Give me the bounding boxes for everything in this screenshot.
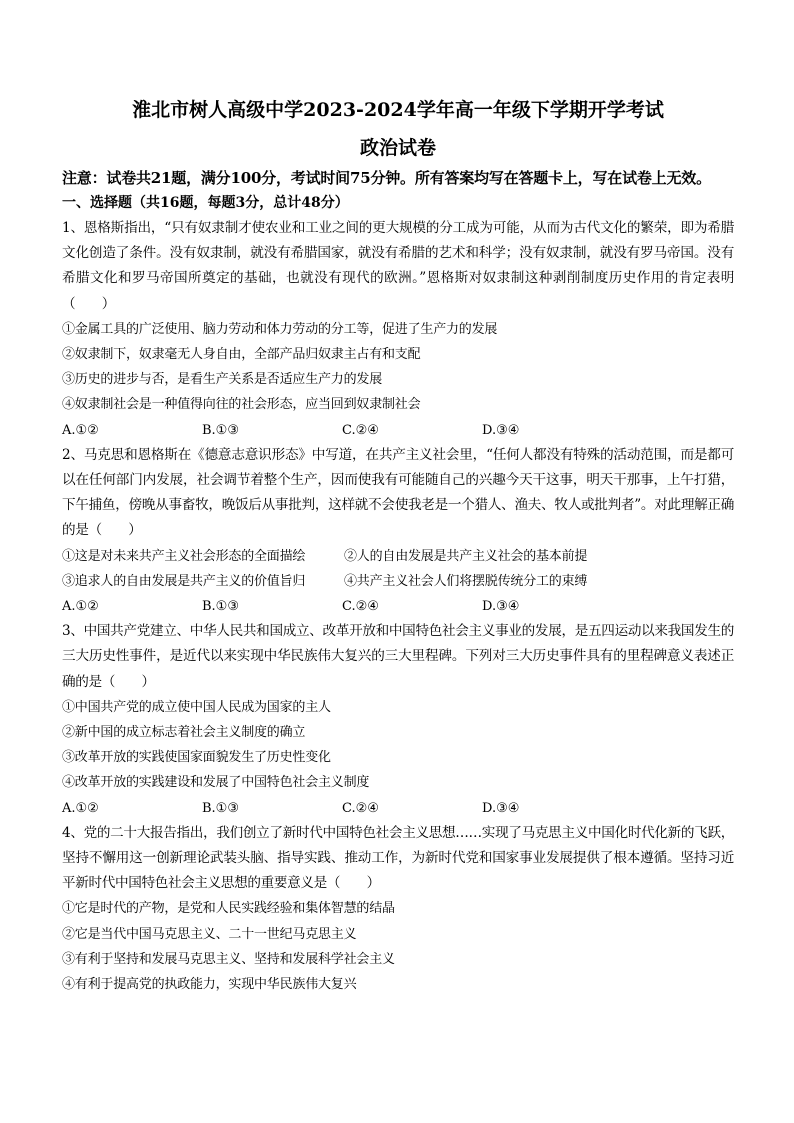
choice-c: C.②④ (342, 800, 379, 816)
statement-3: ③历史的进步与否，是看生产关系是否适应生产力的发展 (62, 372, 383, 388)
statement-1: ①这是对未来共产主义社会形态的全面描绘 (62, 548, 306, 564)
choice-d: D.③④ (482, 599, 520, 615)
exam-notice: 注意：试卷共21题，满分100分，考试时间75分钟。所有答案均写在答题卡上，写在试卷上无效。 (62, 169, 711, 187)
choice-b: B.①③ (202, 599, 239, 615)
choice-d: D.③④ (482, 422, 520, 438)
choice-a: A.①② (62, 422, 99, 438)
choice-b: B.①③ (202, 800, 239, 816)
statement-3: ③追求人的自由发展是共产主义的价值旨归 (62, 573, 306, 589)
question-4 (62, 821, 734, 997)
statement-3: ③改革开放的实践使国家面貌发生了历史性变化 (62, 750, 331, 766)
statement-4: ④改革开放的实践建设和发展了中国特色社会主义制度 (62, 775, 370, 791)
question-2 (62, 443, 734, 619)
statement-1: ①金属工具的广泛使用、脑力劳动和体力劳动的分工等，促进了生产力的发展 (62, 321, 498, 337)
page-subtitle: 政治试卷 (359, 137, 436, 159)
choice-b: B.①③ (202, 422, 239, 438)
choice-c: C.②④ (342, 599, 379, 615)
choice-a: A.①② (62, 599, 99, 615)
statement-2: ②人的自由发展是共产主义社会的基本前提 (344, 548, 588, 564)
question-1 (62, 216, 734, 443)
choice-c: C.②④ (342, 422, 379, 438)
answer-choices (62, 594, 734, 619)
question-stem: 4、党的二十大报告指出，我们创立了新时代中国特色社会主义思想……实现了马克思主义中国化时代化新的飞跃，坚持不懈用这一创新理论武装头脑、指导实践、推动工作，为新时代党和国家事业发展提供了根本遵循。坚持习近平新时代中国特色社会主义思想的重要意义是（ ） (62, 824, 734, 892)
answer-choices (62, 418, 734, 443)
statement-4: ④共产主义社会人们将摆脱传统分工的束缚 (344, 573, 588, 589)
page-title: 淮北市树人高级中学2023-2024学年高一年级下学期开学考试 (132, 99, 664, 121)
answer-choices (62, 796, 734, 821)
statement-row (62, 569, 734, 594)
question-stem: 2、马克思和恩格斯在《德意志意识形态》中写道，在共产主义社会里，“任何人都没有特殊的活动范围，而是都可以在任何部门内发展，社会调节着整个生产，因而使我有可能随自己的兴趣今天干这事，明天干那事，上午打猎，下午捕鱼，傍晚从事畜牧，晚饭后从事批判，这样就不会使我老是一个猎人、渔夫、牧人或批判者”。对此理解正确的是（ ） (62, 446, 734, 539)
statement-4: ④有利于提高党的执政能力，实现中华民族伟大复兴 (62, 977, 357, 993)
statement-4: ④奴隶制社会是一种值得向往的社会形态，应当回到奴隶制社会 (62, 397, 421, 413)
statement-2: ②新中国的成立标志着社会主义制度的确立 (62, 725, 306, 741)
question-3 (62, 619, 734, 821)
choice-d: D.③④ (482, 800, 520, 816)
statement-2: ②它是当代中国马克思主义、二十一世纪马克思主义 (62, 926, 357, 942)
statement-row (62, 544, 734, 569)
statement-1: ①它是时代的产物，是党和人民实践经验和集体智慧的结晶 (62, 901, 395, 917)
question-stem: 3、中国共产党建立、中华人民共和国成立、改革开放和中国特色社会主义事业的发展，是五四运动以来我国发生的三大历史性事件，是近代以来实现中华民族伟大复兴的三大里程碑。下列对三大历史事件具有的里程碑意义表述正确的是（ ） (62, 623, 734, 690)
statement-1: ①中国共产党的成立使中国人民成为国家的主人 (62, 699, 331, 715)
section-heading: 一、选择题（共16题，每题3分，总计48分） (62, 195, 349, 211)
question-stem: 1、恩格斯指出，“只有奴隶制才使农业和工业之间的更大规模的分工成为可能，从而为古代文化的繁荣，即为希腊文化创造了条件。没有奴隶制，就没有希腊国家，就没有希腊的艺术和科学；没有奴隶制，就没有罗马帝国。没有希腊文化和罗马帝国所奠定的基础，也就没有现代的欧洲。”恩格斯对奴隶制这种剥削制度历史作用的肯定表明（ ） (62, 220, 734, 312)
statement-3: ③有利于坚持和发展马克思主义、坚持和发展科学社会主义 (62, 951, 395, 967)
statement-2: ②奴隶制下，奴隶毫无人身自由，全部产品归奴隶主占有和支配 (62, 347, 421, 363)
choice-a: A.①② (62, 800, 99, 816)
